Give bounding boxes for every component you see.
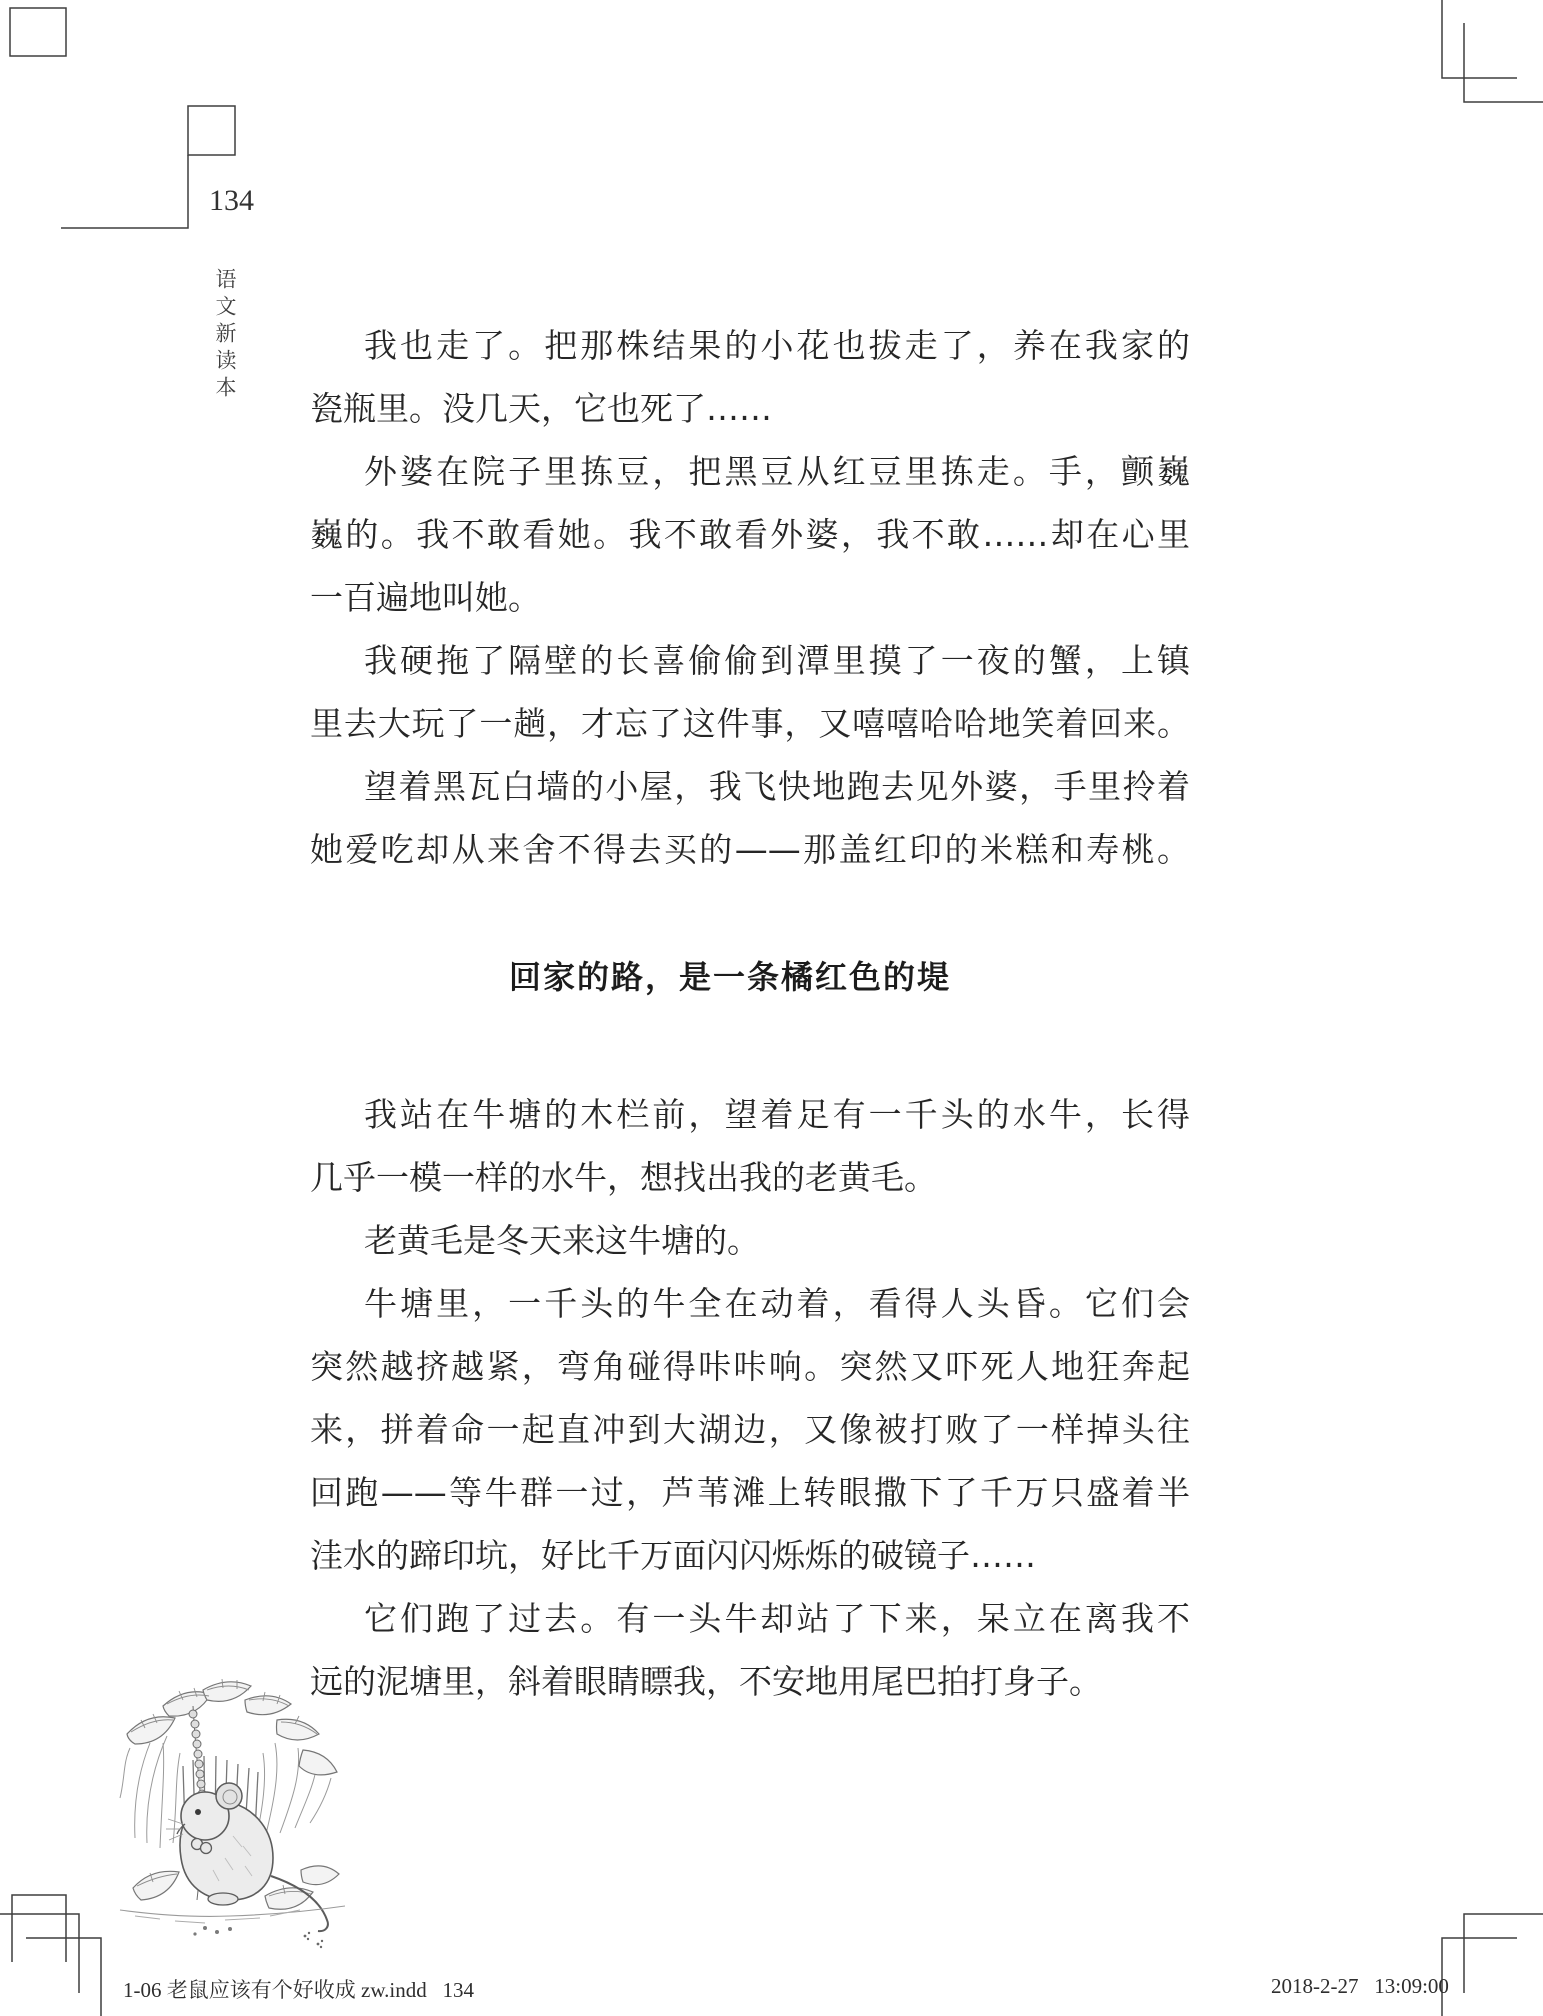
crop-mark-bottom-left-1 bbox=[26, 1938, 101, 2016]
text-line: 她爱吃却从来舍不得去买的——那盖红印的米糕和寿桃。 bbox=[310, 830, 1190, 869]
crop-mark-bottom-left-2 bbox=[0, 1914, 79, 1993]
text-line: 远的泥塘里，斜着眼睛瞟我，不安地用尾巴拍打身子。 bbox=[310, 1662, 1102, 1701]
footer-timestamp: 2018-2-27 13:09:00 bbox=[1271, 1974, 1449, 1998]
text-line: 几乎一模一样的水牛，想找出我的老黄毛。 bbox=[310, 1158, 937, 1197]
mouse-ear bbox=[216, 1783, 242, 1809]
text-line: 里去大玩了一趟，才忘了这件事，又嘻嘻哈哈地笑着回来。 bbox=[310, 704, 1190, 743]
text-line: 我硬拖了隔壁的长喜偷偷到潭里摸了一夜的蟹，上镇 bbox=[364, 641, 1190, 680]
body-text-section-1 bbox=[310, 314, 1190, 881]
body-text-section-2 bbox=[310, 1083, 1190, 1713]
mouse-illustration bbox=[105, 1648, 345, 1958]
text-line: 突然越挤越紧，弯角碰得咔咔响。突然又吓死人地狂奔起 bbox=[310, 1347, 1190, 1386]
mouse-eye bbox=[195, 1809, 201, 1815]
text-line: 外婆在院子里拣豆，把黑豆从红豆里拣走。手，颤巍 bbox=[364, 452, 1190, 491]
text-line: 洼水的蹄印坑，好比千万面闪闪烁烁的破镜子…… bbox=[310, 1536, 1036, 1575]
text-line: 瓷瓶里。没几天，它也死了…… bbox=[310, 389, 772, 428]
text-line: 巍的。我不敢看她。我不敢看外婆，我不敢……却在心里 bbox=[310, 515, 1190, 554]
text-line: 它们跑了过去。有一头牛却站了下来，呆立在离我不 bbox=[364, 1599, 1190, 1638]
mouse-hind-foot bbox=[208, 1893, 238, 1905]
crop-mark-top-left-box2 bbox=[188, 106, 235, 155]
text-line: 回跑——等牛群一过，芦苇滩上转眼撒下了千万只盛着半 bbox=[310, 1473, 1190, 1512]
crop-mark-top-right-2 bbox=[1464, 23, 1543, 102]
text-line: 来，拼着命一起直冲到大湖边，又像被打败了一样掉头往 bbox=[310, 1410, 1190, 1449]
text-line: 一百遍地叫她。 bbox=[310, 578, 541, 617]
crop-mark-bottom-right-1 bbox=[1442, 1938, 1517, 2016]
crop-mark-bottom-right-2 bbox=[1464, 1914, 1543, 1993]
crop-mark-top-left-angle bbox=[61, 155, 188, 228]
section-heading: 回家的路，是一条橘红色的堤 bbox=[508, 958, 951, 996]
text-line: 牛塘里，一千头的牛全在动着，看得人头昏。它们会 bbox=[364, 1284, 1190, 1323]
text-line: 我也走了。把那株结果的小花也拔走了，养在我家的 bbox=[364, 326, 1190, 365]
crop-mark-top-right-1 bbox=[1442, 0, 1517, 78]
sidebar-book-title: 语文新读本 bbox=[213, 268, 237, 403]
text-line: 我站在牛塘的木栏前，望着足有一千头的水牛，长得 bbox=[364, 1095, 1190, 1134]
text-line: 望着黑瓦白墙的小屋，我飞快地跑去见外婆，手里拎着 bbox=[364, 767, 1190, 806]
ground bbox=[120, 1906, 345, 1948]
fallen-seeds bbox=[193, 1926, 232, 1936]
page-number: 134 bbox=[209, 184, 254, 217]
text-line: 老黄毛是冬天来这牛塘的。 bbox=[364, 1221, 760, 1260]
paw-prints bbox=[304, 1932, 324, 1948]
crop-mark-bottom-left-box bbox=[12, 1895, 66, 1962]
crop-mark-top-left-box bbox=[10, 8, 66, 56]
footer-filename: 1-06 老鼠应该有个好收成 zw.indd 134 bbox=[123, 1978, 474, 2002]
mouse-front-paw bbox=[201, 1843, 212, 1854]
